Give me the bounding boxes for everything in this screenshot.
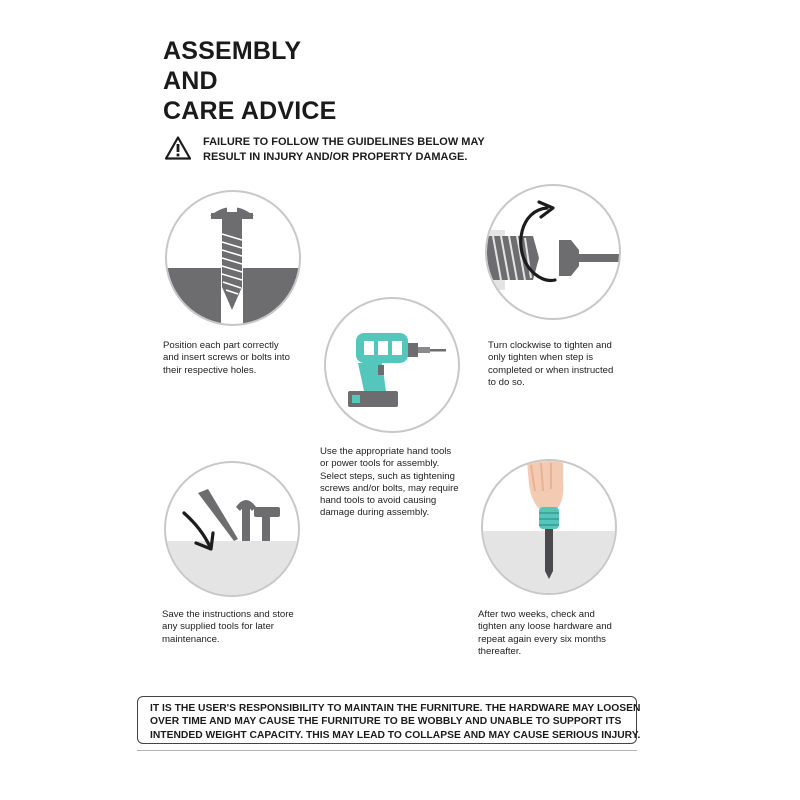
notice-line-1: IT IS THE USER'S RESPONSIBILITY TO MAINTAIN THE FURNITURE. THE HARDWARE MAY LOOSEN [150, 703, 641, 714]
step-2-caption: Use the appropriate hand tools or power tools for assembly. Select steps, such as tightening screws and/or bolts, may require hand tools to avoid causing damage during assembly. [320, 446, 459, 519]
warning-text [203, 135, 485, 165]
warning-triangle-icon [165, 136, 191, 160]
page-title [163, 36, 337, 126]
responsibility-notice [137, 696, 641, 744]
warning-line-2: RESULT IN INJURY AND/OR PROPERTY DAMAGE. [203, 151, 468, 163]
step-5-illustration [481, 459, 617, 595]
title-line-2: AND [163, 67, 218, 95]
tools-storage-icon [166, 463, 298, 595]
step-2-illustration [324, 297, 460, 433]
bottom-divider [137, 750, 637, 751]
step-4-illustration [164, 461, 300, 597]
power-drill-icon [326, 299, 458, 431]
step-3-caption: Turn clockwise to tighten and only tighten when step is completed or when instructed to do so. [488, 340, 614, 388]
notice-line-2: OVER TIME AND MAY CAUSE THE FURNITURE TO BE WOBBLY AND UNABLE TO SUPPORT ITS [150, 716, 622, 728]
step-4-caption: Save the instructions and store any supplied tools for later maintenance. [162, 609, 294, 645]
step-5-caption: After two weeks, check and tighten any loose hardware and repeat again every six months thereafter. [478, 609, 612, 657]
step-1-caption: Position each part correctly and insert screws or bolts into their respective holes. [163, 340, 290, 376]
step-3-illustration [485, 184, 621, 320]
title-line-3: CARE ADVICE [163, 97, 337, 125]
clockwise-tighten-icon [487, 186, 619, 318]
step-1-illustration [165, 190, 301, 326]
warning-line-1: FAILURE TO FOLLOW THE GUIDELINES BELOW MAY [203, 136, 485, 148]
screw-in-hole-icon [167, 192, 299, 324]
title-line-1: ASSEMBLY [163, 37, 302, 65]
notice-line-3: INTENDED WEIGHT CAPACITY. THIS MAY LEAD TO COLLAPSE AND MAY CAUSE SERIOUS INJURY. [150, 729, 641, 741]
screwdriver-hand-icon [483, 461, 615, 593]
